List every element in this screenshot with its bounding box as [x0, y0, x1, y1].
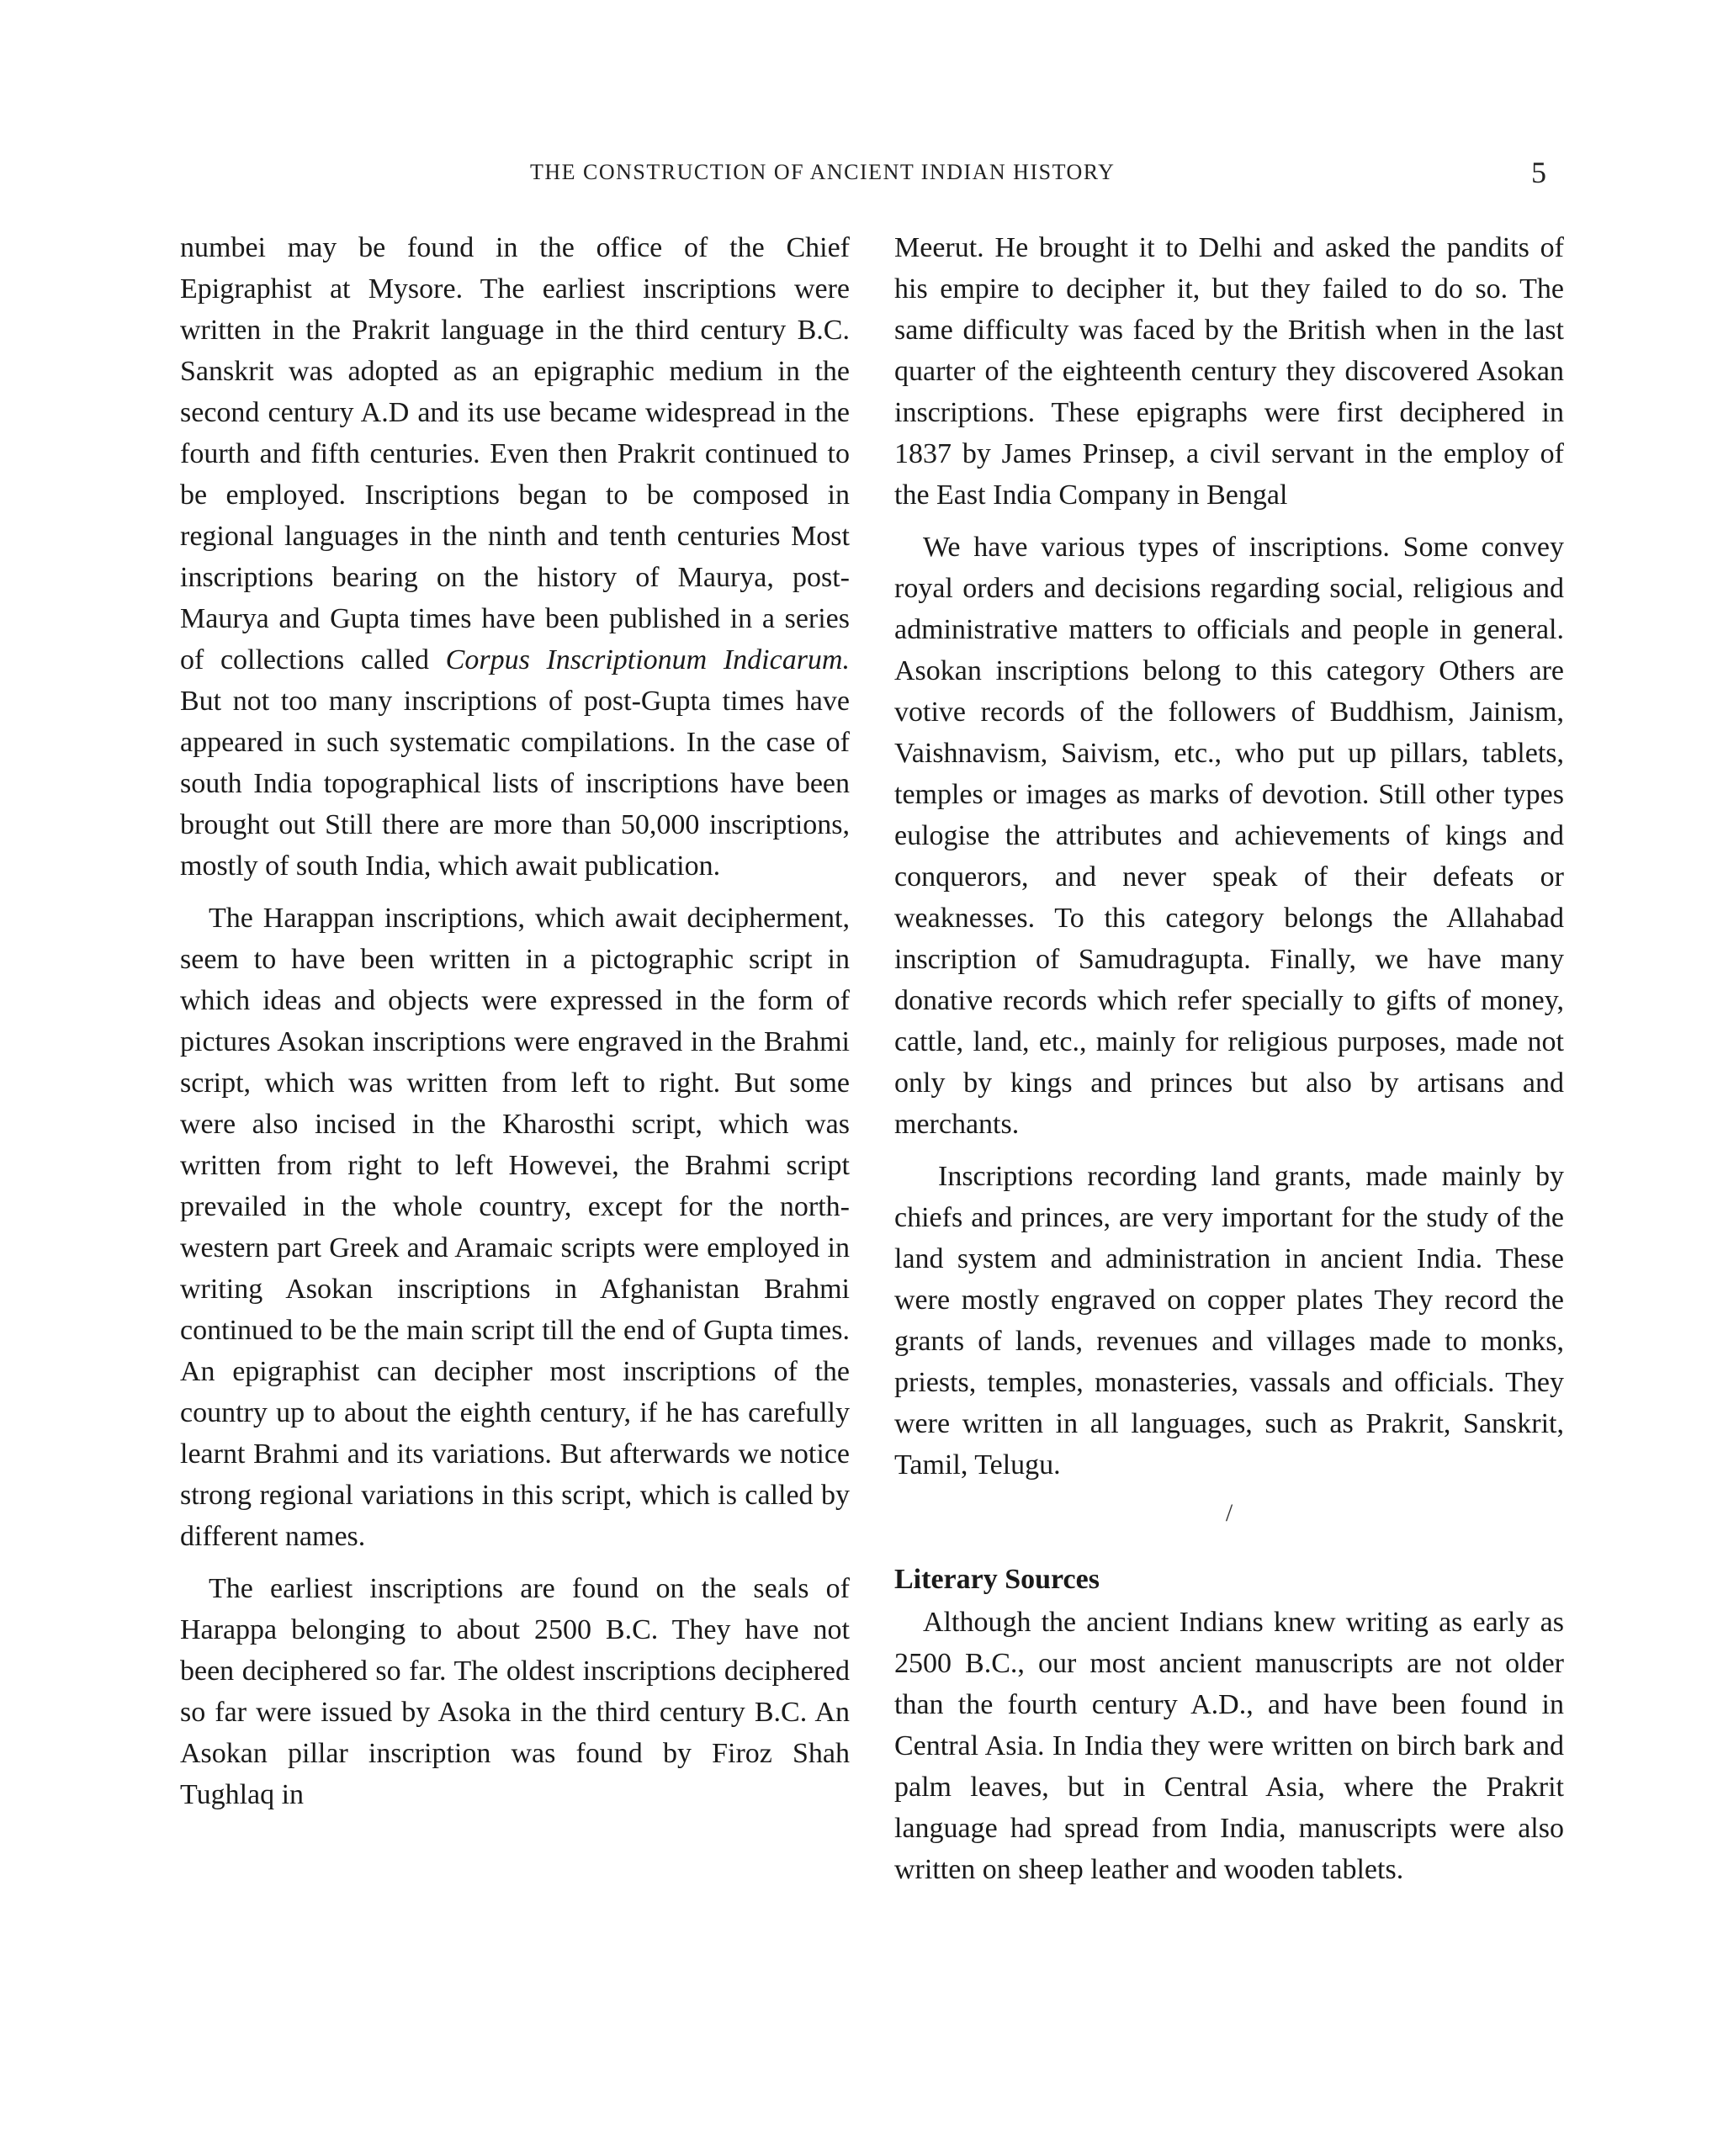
page-number: 5: [1531, 156, 1546, 189]
left-column: [180, 227, 850, 1826]
right-column: [894, 227, 1564, 1901]
section-heading: Literary Sources: [894, 1564, 1100, 1595]
running-head: THE CONSTRUCTION OF ANCIENT INDIAN HISTORY: [530, 160, 1116, 184]
paragraph: The Harappan inscriptions, which await decipherment, seem to have been written in a pictographic script in which ideas and objects were expressed in the form of pictures Asokan inscriptions were engraved in the Brahmi script, which was written from left to right. But some were also incised in the Kharosthi script, which was written from right to left Howevei, the Brahmi script prevailed in the whole country, except for the north-western part Greek and Aramaic scripts were employed in writing Asokan inscriptions in Afghanistan Brahmi continued to be the main script till the end of Gupta times. An epigraphist can decipher most inscriptions of the country up to about the eighth century, if he has carefully learnt Brahmi and its variations. But afterwards we notice strong regional variations in this script, which is called by different names.: [180, 903, 850, 1552]
italic-title: Corpus Inscriptionum Indicarum.: [445, 644, 850, 675]
paragraph: Meerut. He brought it to Delhi and asked the pandits of his empire to decipher it, but they failed to do so. The same difficulty was faced by the British when in the last quarter of the eighteenth century they discovered Asokan inscriptions. These epigraphs were first deciphered in 1837 by James Prinsep, a civil servant in the employ of the East India Company in Bengal: [894, 232, 1564, 511]
paragraph: The earliest inscriptions are found on the seals of Harappa belonging to about 2500 B.C. They have not been deciphered so far. The oldest inscriptions deciphered so far were issued by Asoka in the third century B.C. An Asokan pillar inscription was found by Firoz Shah Tughlaq in: [180, 1573, 850, 1810]
paragraph: Although the ancient Indians knew writing as early as 2500 B.C., our most ancient manuscripts are not older than the fourth century A.D., and have been found in Central Asia. In India they were written on birch bark and palm leaves, but in Central Asia, where the Prakrit language had spread from India, manuscripts were also written on sheep leather and wooden tablets.: [894, 1607, 1564, 1885]
paragraph: We have various types of inscriptions. Some convey royal orders and decisions regarding social, religious and administrative matters to officials and people in general. Asokan inscriptions belong to this category Others are votive records of the followers of Buddhism, Jainism, Vaishnavism, Saivism, etc., who put up pillars, tablets, temples or images as marks of devotion. Still other types eulogise the attributes and achievements of kings and conquerors, and never speak of their defeats or weaknesses. To this category belongs the Allahabad inscription of Samudragupta. Finally, we have many donative records which refer specially to gifts of money, cattle, land, etc., mainly for religious purposes, made not only by kings and princes but also by artisans and merchants.: [894, 532, 1564, 1140]
paragraph: Inscriptions recording land grants, made mainly by chiefs and princes, are very important for the study of the land system and administration in ancient India. These were mostly engraved on copper plates They record the grants of lands, revenues and villages made to monks, priests, temples, monasteries, vassals and officials. They were written in all languages, such as Prakrit, Sanskrit, Tamil, Telugu.: [894, 1161, 1564, 1481]
paragraph-text: But not too many inscriptions of post-Gupta times have appeared in such systematic compilations. In the case of south India topographical lists of inscriptions have been brought out Still there are more than 50,000 inscriptions, mostly of south India, which await publication.: [180, 686, 850, 882]
paragraph-text: numbei may be found in the office of the Chief Epigraphist at Mysore. The earliest inscriptions were written in the Prakrit language in the third century B.C. Sanskrit was adopted as an epigraphic medium in the second century A.D and its use became widespread in the fourth and fifth centuries. Even then Prakrit continued to be employed. Inscriptions began to be composed in regional languages in the ninth and tenth centuries Most inscriptions bearing on the history of Maurya, post-Maurya and Gupta times have been published in a series of collections called: [180, 232, 850, 675]
stray-mark: /: [1225, 1499, 1233, 1527]
paragraph: [180, 227, 850, 887]
